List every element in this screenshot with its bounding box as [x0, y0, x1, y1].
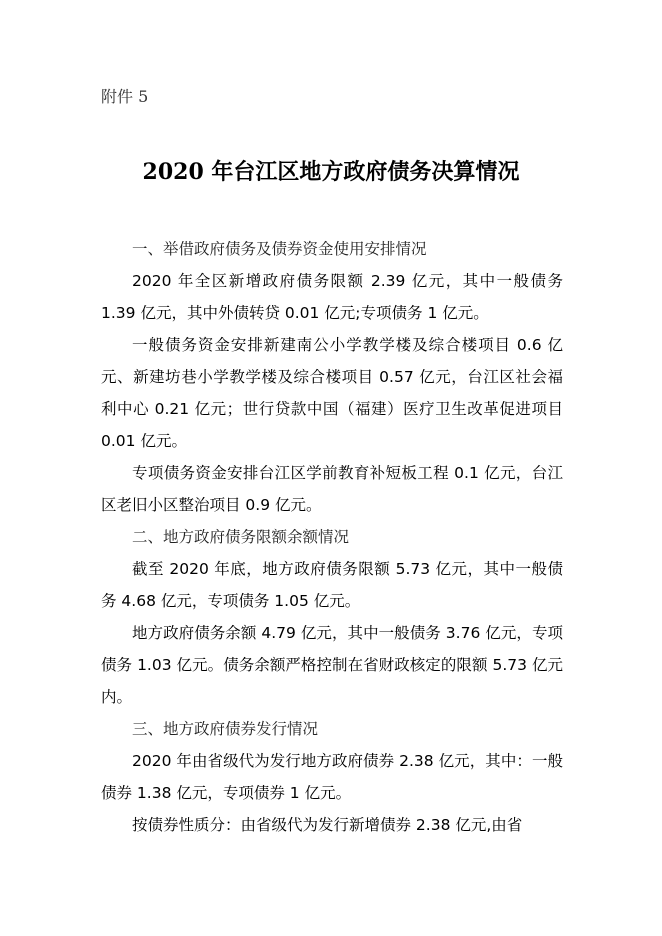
document-title: 2020 年台江区地方政府债务决算情况	[142, 159, 520, 185]
paragraph-1-3: 专项债务资金安排台江区学前教育补短板工程 0.1 亿元，台江区老旧小区整治项目 0.9 亿元。	[101, 464, 563, 514]
paragraph-3-1: 2020 年由省级代为发行地方政府债券 2.38 亿元，其中：一般债券 1.38 亿元，专项债券 1 亿元。	[101, 752, 563, 802]
document-body	[101, 233, 563, 841]
paragraph-2-1: 截至 2020 年底，地方政府债务限额 5.73 亿元，其中一般债务 4.68 亿元，专项债务 1.05 亿元。	[101, 560, 563, 610]
attachment-label: 附件 5	[101, 87, 149, 106]
paragraph-3-2: 按债券性质分：由省级代为发行新增债券 2.38 亿元,由省	[132, 816, 523, 834]
section-heading-2: 二、地方政府债务限额余额情况	[132, 528, 350, 546]
paragraph-1-2: 一般债务资金安排新建南公小学教学楼及综合楼项目 0.6 亿元、新建坊巷小学教学楼及综合楼项目 0.57 亿元，台江区社会福利中心 0.21 亿元；世行贷款中国（福建）医疗卫生改革促进项目 0.01 亿元。	[101, 336, 563, 450]
paragraph-2-2: 地方政府债务余额 4.79 亿元，其中一般债务 3.76 亿元，专项债务 1.03 亿元。债务余额严格控制在省财政核定的限额 5.73 亿元内。	[101, 624, 563, 706]
section-heading-1: 一、举借政府债务及债券资金使用安排情况	[132, 240, 427, 258]
section-heading-3: 三、地方政府债券发行情况	[132, 720, 319, 738]
paragraph-1-1: 2020 年全区新增政府债务限额 2.39 亿元，其中一般债务 1.39 亿元，其中外债转贷 0.01 亿元;专项债务 1 亿元。	[101, 272, 563, 322]
